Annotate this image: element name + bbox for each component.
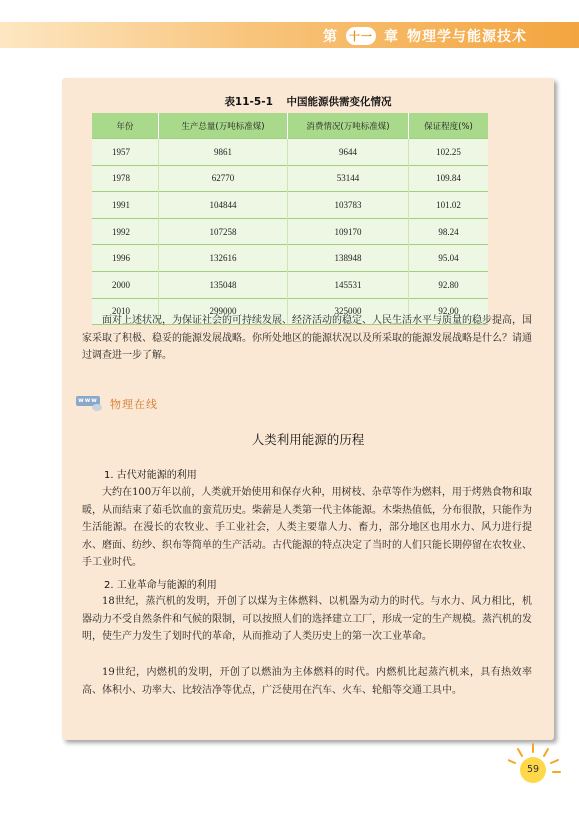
table-cell: 98.24	[409, 218, 489, 245]
table-cell: 1991	[92, 192, 159, 219]
table-title: 中国能源供需变化情况	[286, 96, 392, 108]
chapter-prefix: 第	[323, 29, 338, 45]
table-cell: 9644	[288, 139, 409, 166]
table-cell: 62770	[159, 165, 288, 192]
table-cell: 132616	[159, 245, 288, 272]
table-row	[92, 165, 488, 192]
column-header: 生产总量(万吨标准煤)	[159, 113, 288, 139]
table-row	[92, 192, 488, 219]
body-paragraph: 18世纪，蒸汽机的发明，开创了以煤为主体燃料、以机器为动力的时代。与水力、风力相比，机器动力不受自然条件和气候的限制，可以按照人们的选择建立工厂，形成一定的生产规模。蒸汽机的发明，使生产力发生了划时代的革命，从而推动了人类历史上的第一次工业革命。	[82, 596, 532, 642]
table-row	[92, 245, 488, 272]
table-number: 表11-5-1	[224, 96, 273, 108]
table-cell: 1957	[92, 139, 159, 166]
intro-paragraph: 面对上述状况，为保证社会的可持续发展、经济活动的稳定、人民生活水平与质量的稳步提高，国家采取了积极、稳妥的能源发展战略。你所处地区的能源状况以及所采取的能源发展战略是什么？请通过调查进一步了解。	[82, 315, 532, 361]
chapter-title: 物理学与能源技术	[407, 29, 527, 45]
online-label-text: 物理在线	[110, 398, 158, 411]
table-cell: 92.00	[409, 298, 489, 325]
table-row	[92, 271, 488, 298]
table-cell: 95.04	[409, 245, 489, 272]
table-cell: 138948	[288, 245, 409, 272]
column-header: 保证程度(%)	[409, 113, 489, 139]
table-cell: 104844	[159, 192, 288, 219]
www-icon-text: www	[76, 396, 100, 406]
table-cell: 101.02	[409, 192, 489, 219]
table-cell: 103783	[288, 192, 409, 219]
mouse-icon	[92, 404, 102, 411]
table-cell: 145531	[288, 271, 409, 298]
table-cell: 299000	[159, 298, 288, 325]
table-cell: 1996	[92, 245, 159, 272]
table-row	[92, 218, 488, 245]
table-cell: 107258	[159, 218, 288, 245]
table-cell: 109170	[288, 218, 409, 245]
section-heading: 2. 工业革命与能源的利用	[104, 580, 217, 591]
table-cell: 109.84	[409, 165, 489, 192]
body-paragraph: 19世纪，内燃机的发明，开创了以燃油为主体燃料的时代。内燃机比起蒸汽机来，具有热效率高、体积小、功率大、比较洁净等优点，广泛使用在汽车、火车、轮船等交通工具中。	[82, 667, 532, 696]
section-heading: 1. 古代对能源的利用	[104, 470, 197, 481]
chapter-suffix: 章	[384, 29, 399, 45]
energy-table	[92, 113, 488, 325]
online-label	[76, 396, 158, 412]
table-cell: 135048	[159, 271, 288, 298]
table-cell: 102.25	[409, 139, 489, 166]
column-header: 年份	[92, 113, 159, 139]
column-header: 消费情况(万吨标准煤)	[288, 113, 409, 139]
table-cell: 2000	[92, 271, 159, 298]
computer-icon	[76, 396, 104, 412]
table-cell: 325000	[288, 298, 409, 325]
table-caption	[62, 94, 554, 109]
table-cell: 92.80	[409, 271, 489, 298]
table-cell: 53144	[288, 165, 409, 192]
page-number: 59	[526, 764, 540, 775]
table-cell: 2010	[92, 298, 159, 325]
article-title: 人类利用能源的历程	[251, 432, 365, 447]
chapter-header	[323, 24, 527, 48]
body-paragraph: 大约在100万年以前，人类就开始使用和保存火种，用树枝、杂草等作为燃料，用于烤熟食物和取暖，从而结束了茹毛饮血的蛮荒历史。柴薪是人类第一代主体能源。木柴热值低，分布很散，只能作为生活能源。在漫长的农牧业、手工业社会，人类主要靠人力、畜力，部分地区也用水力、风力进行提水、磨面、纺纱、织布等简单的生产活动。古代能源的特点决定了当时的人们只能长期停留在农牧业、手工业时代。	[82, 487, 532, 568]
table-cell: 1978	[92, 165, 159, 192]
table-cell: 9861	[159, 139, 288, 166]
table-row	[92, 139, 488, 166]
chapter-number-badge: 十一	[346, 27, 376, 45]
table-cell: 1992	[92, 218, 159, 245]
table-header-row	[92, 113, 488, 139]
